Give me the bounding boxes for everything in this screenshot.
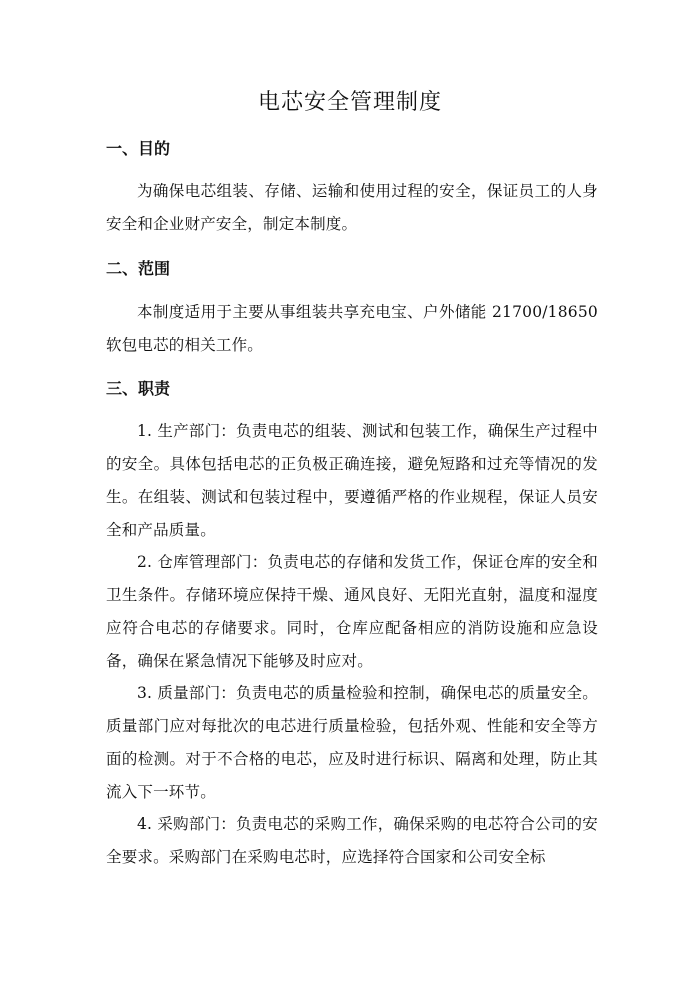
section-heading-scope: 二、范围 [106,259,171,278]
duty-item-purchasing: 4. 采购部门：负责电芯的采购工作，确保采购的电芯符合公司的安全要求。采购部门在采购电芯时，应选择符合国家和公司安全标 [106,815,598,866]
duty-item-production: 1. 生产部门：负责电芯的组装、测试和包装工作，确保生产过程中的安全。具体包括电芯的正负极正确连接，避免短路和过充等情况的发生。在组装、测试和包装过程中，要遵循严格的作业规程，保证人员安全和产品质量。 [106,422,598,539]
document-title: 电芯安全管理制度 [257,90,442,115]
section-heading-purpose: 一、目的 [106,139,171,158]
purpose-paragraph: 为确保电芯组装、存储、运输和使用过程的安全，保证员工的人身安全和企业财产安全，制定本制度。 [106,182,598,233]
scope-paragraph: 本制度适用于主要从事组装共享充电宝、户外储能 21700/18650 软包电芯的相关工作。 [106,303,598,354]
duty-item-warehouse: 2. 仓库管理部门：负责电芯的存储和发货工作，保证仓库的安全和卫生条件。存储环境应保持干燥、通风良好、无阳光直射，温度和湿度应符合电芯的存储要求。同时，仓库应配备相应的消防设施和应急设备，确保在紧急情况下能够及时应对。 [106,553,598,670]
section-heading-duties: 三、职责 [106,379,171,398]
duty-item-quality: 3. 质量部门：负责电芯的质量检验和控制，确保电芯的质量安全。质量部门应对每批次的电芯进行质量检验，包括外观、性能和安全等方面的检测。对于不合格的电芯，应及时进行标识、隔离和处理，防止其流入下一环节。 [106,684,598,801]
